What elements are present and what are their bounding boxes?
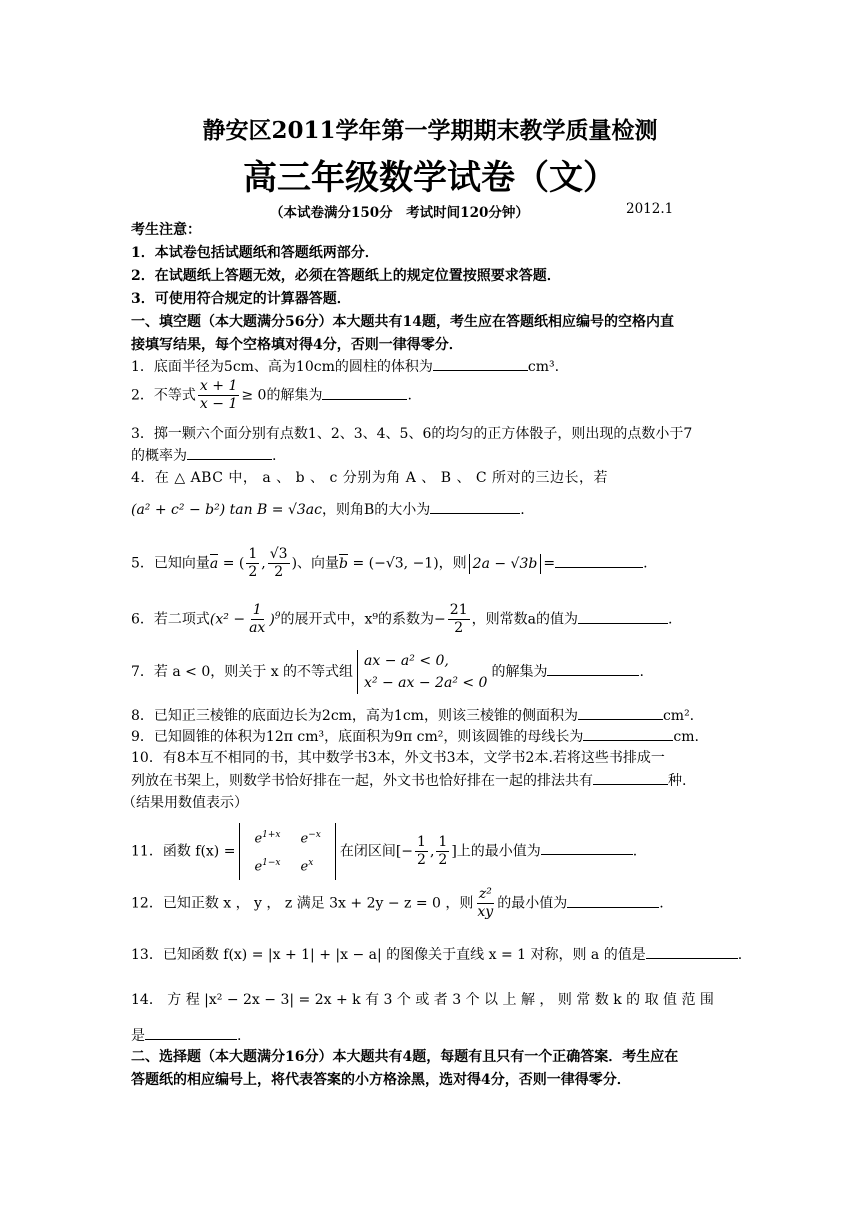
question-text: 6．若二项式 — [131, 611, 210, 628]
section1-heading-cont: 接填写结果，每个空格填对得4分，否则一律得零分． — [131, 337, 463, 353]
answer-blank — [578, 705, 663, 720]
question-text: ，则常数a的值为 — [471, 611, 578, 628]
question-1 — [131, 356, 559, 377]
question-text: ，则 — [438, 555, 467, 572]
question-text: 13．已知函数 f(x) = |x + 1| + |x − a| 的图像关于直线 x = 1 对称，则 a 的值是 — [131, 947, 646, 963]
answer-blank — [322, 385, 407, 400]
unit: cm³. — [527, 359, 560, 375]
question-text: 的展开式中，x⁹的系数为− — [280, 611, 446, 628]
question-text: ≥ 0的解集为 — [241, 387, 323, 404]
answer-blank — [433, 356, 528, 371]
question-text: 的解集为 — [491, 664, 548, 680]
question-3-cont: 的概率为 . — [131, 445, 276, 466]
question-14: 14． 方 程 |x² − 2x − 3| = 2x + k 有 3 个 或 者 3 个 以 上 解 ， 则 常 数 k 的 取 值 范 围 — [131, 992, 714, 1008]
unit: cm. — [673, 729, 699, 745]
question-text: 在闭区间[− — [339, 843, 414, 860]
answer-blank — [567, 893, 659, 908]
question-6: 6．若二项式(x² − $\frac{1}{ax}$ )$^9$的展开式中，x⁹的系数为− $\frac{21}{2}$ ，则常数a的值为 . — [131, 602, 673, 636]
question-text: 1．底面半径为5cm、高为10cm的圆柱的体积为 — [131, 359, 433, 375]
question-text: 12．已知正数 x ， y ， z 满足 3x + 2y − z = 0 ，则 — [131, 895, 474, 912]
exam-date: 2012.1 — [626, 201, 674, 217]
fraction: $\frac{21}{2}$ — [449, 602, 468, 636]
exam-title-line1: 静安区2011学年第一学期期末教学质量检测 — [202, 117, 658, 144]
answer-blank — [541, 840, 633, 855]
question-text: 2．不等式 — [131, 387, 196, 404]
notice-item: 3．可使用符合规定的计算器答题． — [131, 291, 351, 307]
notice-heading: 考生注意： — [131, 222, 201, 238]
question-10-note: （结果用数值表示） — [122, 795, 248, 811]
question-text: 的概率为 — [131, 448, 187, 464]
notice-item: 1．本试卷包括试题纸和答题纸两部分． — [131, 245, 379, 261]
fraction: $\frac{1}{2}$ — [438, 833, 448, 868]
fraction: $\frac{1}{ax}$ — [249, 602, 266, 636]
answer-blank — [430, 499, 520, 514]
fraction: $\frac{\text{z²}}{xy}$ — [477, 886, 494, 920]
question-8 — [131, 705, 694, 726]
question-text: 9．已知圆锥的体积为12π cm³，底面积为9π cm²，则该圆锥的母线长为 — [131, 729, 584, 745]
fraction: $\frac{√3}{2}$ — [269, 546, 288, 580]
question-text: 的最小值为 — [497, 895, 568, 912]
score-time-info: （本试卷满分150分 考试时间120分钟） — [270, 205, 529, 221]
fraction: $\frac{1}{2}$ — [248, 546, 258, 580]
question-text: 5．已知向量 — [131, 555, 210, 572]
section1-heading: 一、填空题（本大题满分56分）本大题共有14题，考生应在答题纸相应编号的空格内直 — [131, 314, 674, 330]
question-4: 4．在 △ ABC 中， a 、 b 、 c 分别为角 A 、 B 、 C 所对的三边长，若 — [131, 470, 609, 486]
fraction: $\frac{1}{2}$ — [417, 833, 426, 868]
question-14-cont: 是 . — [131, 1025, 241, 1046]
section2-heading-cont: 答题纸的相应编号上，将代表答案的小方格涂黑，选对得4分，否则一律得零分． — [131, 1072, 631, 1088]
answer-blank — [578, 609, 668, 624]
question-5: 5．已知向量a = ( $\frac{1}{2}$ , $\frac{√3}{2}$ )、向量b = (−√3, −1)，则 2a − √3b = . — [131, 546, 648, 580]
question-text: 是 — [131, 1028, 145, 1044]
unit: 种. — [668, 773, 687, 789]
notice-item: 2．在试题纸上答题无效，必须在答题纸上的规定位置按照要求答题． — [131, 268, 561, 284]
question-text: ，则角B的大小为 — [322, 502, 431, 518]
question-7: 7．若 a < 0，则关于 x 的不等式组ax − a² < 0, x² − ax − 2a² < 0的解集为 . — [131, 650, 644, 694]
exam-title-line2: 高三年级数学试卷（文） — [243, 158, 617, 198]
question-11: 11．函数 $f(x) =e^{1+x}$ $e^{-x}$ $e^{1-x}$ $e^x$在闭区间[− $\frac{1}{2}$ , $\frac{1}{2}$ ]上的最小值为 . — [131, 823, 637, 880]
formula: (a² + c² − b²) tan B = √3ac — [131, 502, 322, 518]
question-text: 8．已知正三棱锥的底面边长为2cm，高为1cm，则该三棱锥的侧面积为 — [131, 708, 578, 724]
answer-blank — [583, 726, 673, 741]
vector-magnitude: 2a − √3b — [469, 554, 542, 574]
question-text: 、向量 — [297, 555, 340, 572]
question-3: 3．掷一颗六个面分别有点数1、2、3、4、5、6的均匀的正方体骰子，则出现的点数小于7 — [131, 426, 693, 442]
answer-blank — [145, 1025, 237, 1040]
question-10: 10．有8本互不相同的书，其中数学书3本，外文书3本，文学书2本.若将这些书排成一 — [131, 750, 665, 766]
question-text: ]上的最小值为 — [451, 843, 541, 860]
question-text: 列放在书架上，则数学书恰好排在一起，外文书也恰好排在一起的排法共有 — [131, 773, 593, 789]
question-text: 11．函数 f(x) = — [131, 843, 236, 860]
answer-blank — [547, 661, 639, 676]
question-2: 2．不等式 $\frac{x + 1}{x - 1}$ ≥ 0的解集为 . — [131, 378, 412, 412]
answer-blank — [646, 944, 738, 959]
question-4-cont: (a² + c² − b²) tan B = √3ac，则角B的大小为 . — [131, 499, 525, 520]
question-10-cont — [131, 770, 686, 791]
unit: cm². — [662, 708, 695, 724]
answer-blank — [187, 445, 272, 460]
fraction: $\frac{x + 1}{x - 1}$ — [199, 378, 238, 412]
answer-blank — [593, 770, 668, 785]
determinant: $e^{1+x}$ $e^{-x}$ $e^{1-x}$ $e^x$ — [239, 823, 335, 880]
inequality-system — [357, 650, 487, 694]
answer-blank — [555, 553, 643, 568]
inequality: ax − a² < 0, — [364, 653, 449, 669]
section2-heading: 二、选择题（本大题满分16分）本大题共有4题，每题有且只有一个正确答案．考生应在 — [131, 1049, 679, 1065]
formula: = (−√3, −1) — [352, 555, 439, 572]
question-text: 7．若 a < 0，则关于 x 的不等式组 — [131, 664, 354, 680]
question-13: 13．已知函数 f(x) = |x + 1| + |x − a| 的图像关于直线 x = 1 对称，则 a 的值是 . — [131, 944, 742, 965]
question-9 — [131, 726, 699, 747]
question-12: 12．已知正数 x ， y ， z 满足 3x + 2y − z = 0 ，则 $\frac{\text{z²}}{xy}$ 的最小值为 . — [131, 886, 664, 920]
inequality: x² − ax − 2a² < 0 — [364, 675, 488, 691]
